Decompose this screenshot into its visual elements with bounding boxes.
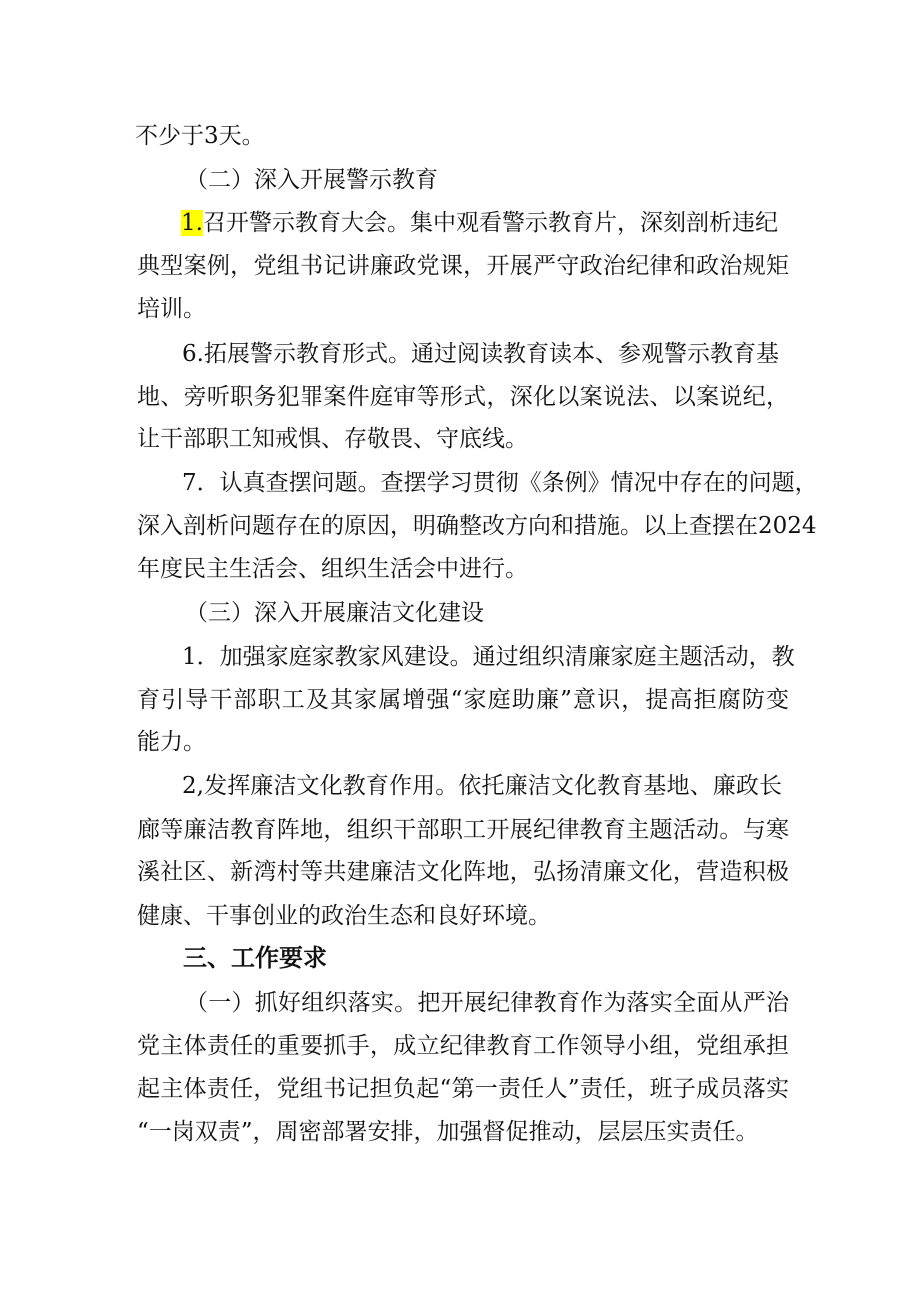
paragraph-line: 7．认真查摆问题。查摆学习贯彻《条例》情况中存在的问题，: [182, 470, 818, 496]
paragraph-line: 典型案例，党组书记讲廉政党课，开展严守政治纪律和政治规矩: [137, 253, 789, 279]
paragraph-line: [181, 208, 778, 238]
paragraph-line: 育引导干部职工及其家属增强“家庭助廉”意识，提高拒腐防变: [137, 687, 789, 713]
paragraph-line: 党主体责任的重要抓手，成立纪律教育工作领导小组，党组承担: [137, 1033, 789, 1059]
paragraph-line: 让干部职工知戒惧、存敬畏、守底线。: [137, 426, 528, 452]
paragraph-line: 1．加强家庭家教家风建设。通过组织清廉家庭主题活动，教: [182, 644, 795, 670]
section-heading: 三、工作要求: [183, 944, 327, 972]
paragraph-line: 起主体责任，党组书记担负起“第一责任人”责任，班子成员落实: [137, 1076, 789, 1102]
paragraph-line: 不少于3天。: [135, 123, 265, 149]
paragraph-line: 廊等廉洁教育阵地，组织干部职工开展纪律教育主题活动。与寒: [137, 817, 789, 843]
paragraph-line: 培训。: [137, 296, 206, 322]
paragraph-line: （一）抓好组织落实。把开展纪律教育作为落实全面从严治: [185, 990, 789, 1016]
paragraph-line: 溪社区、新湾村等共建廉洁文化阵地，弘扬清廉文化，营造积极: [137, 859, 789, 885]
section-subheading: （二）深入开展警示教育: [185, 167, 438, 193]
paragraph-line: 2,发挥廉洁文化教育作用。依托廉洁文化教育基地、廉政长: [182, 773, 782, 799]
paragraph-text: 召开警示教育大会。集中观看警示教育片，深刻剖析违纪: [202, 210, 778, 236]
highlighted-number: 1.: [181, 210, 203, 236]
paragraph-line: 年度民主生活会、组织生活会中进行。: [137, 556, 528, 582]
paragraph-line: 能力。: [137, 729, 206, 755]
paragraph-line: “一岗双责”，周密部署安排，加强督促推动，层层压实责任。: [137, 1119, 759, 1145]
paragraph-line: 健康、干事创业的政治生态和良好环境。: [137, 903, 551, 929]
paragraph-line: 地、旁听职务犯罪案件庭审等形式，深化以案说法、以案说纪，: [137, 384, 789, 410]
paragraph-line: 深入剖析问题存在的原因，明确整改方向和措施。以上查摆在2024: [137, 513, 817, 539]
section-subheading: （三）深入开展廉洁文化建设: [185, 600, 484, 626]
paragraph-line: 6.拓展警示教育形式。通过阅读教育读本、参观警示教育基: [182, 341, 779, 367]
